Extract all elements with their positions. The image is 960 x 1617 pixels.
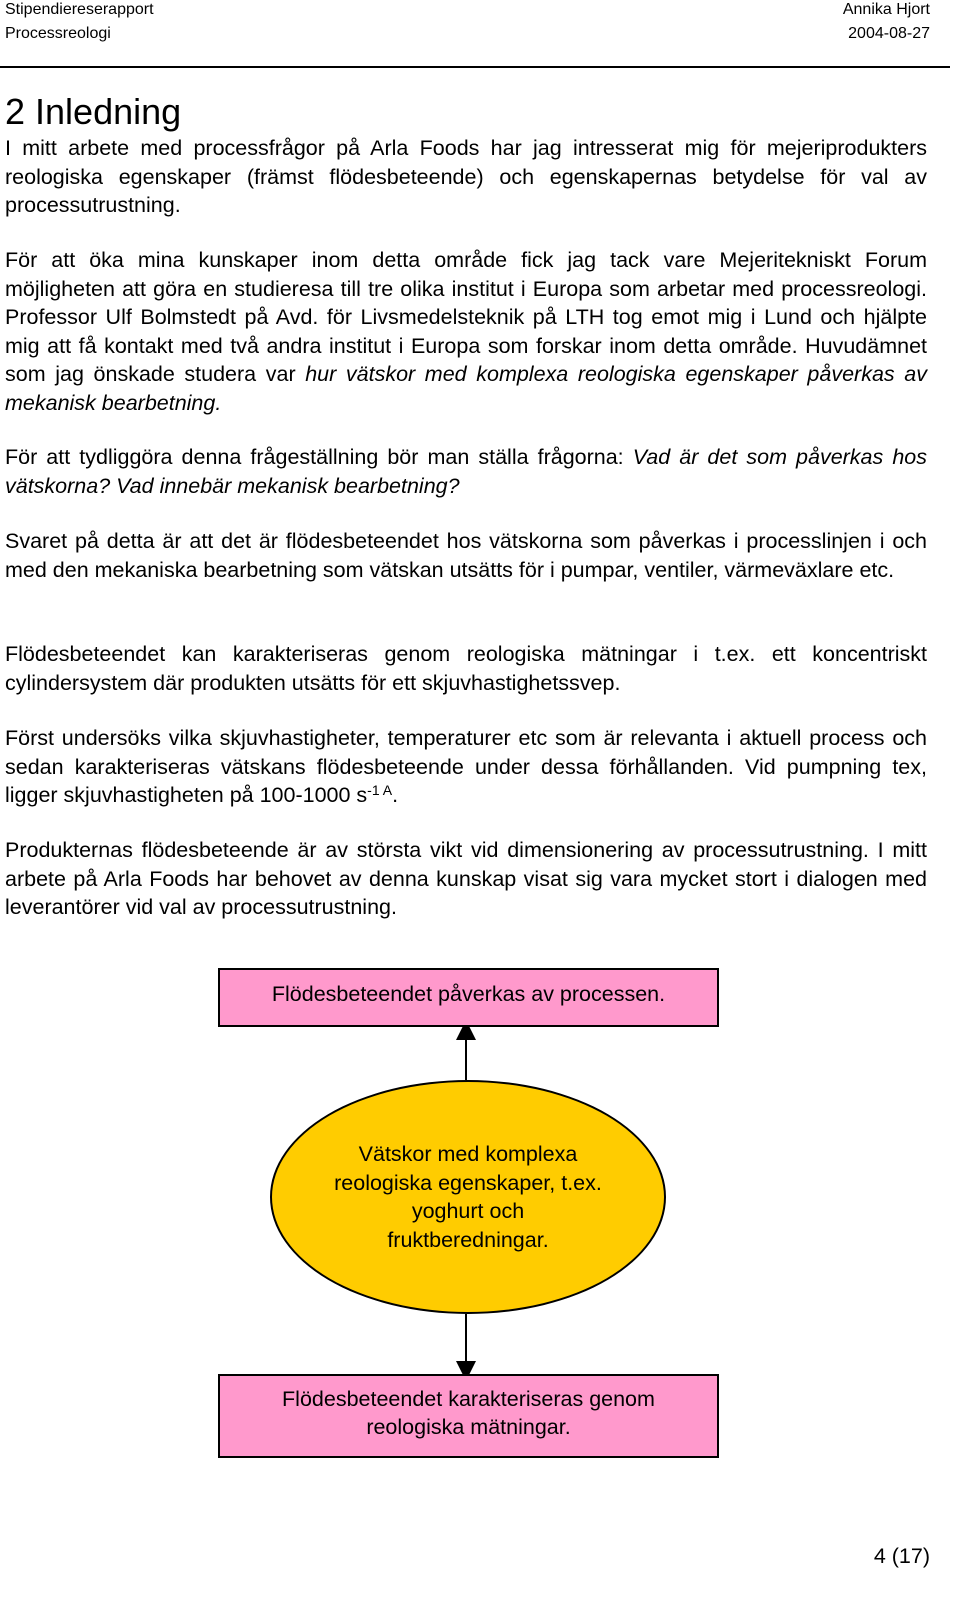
paragraph-answer: Svaret på detta är att det är flödesbeteendet hos vätskorna som påverkas i processlinjen i och med den mekaniska bearbetning som vätskan utsätts för i pumpar, ventiler, värmeväxlare etc. [5, 529, 927, 582]
header-report-type: Stipendiereserapport [5, 1, 154, 18]
paragraph-importance: Produkternas flödesbeteende är av största vikt vid dimensionering av processutrustning. I mitt arbete på Arla Foods har behovet av denna kunskap visat sig vara mycket stort i dialogen med leverantörer vid val av processutrustning. [5, 838, 927, 919]
page-number: 4 (17) [873, 1544, 930, 1568]
diagram-center-ellipse [270, 1080, 666, 1314]
paragraph-emphasis: hur vätskor med komplexa reologiska egenskaper påverkas av mekanisk bearbetning. [5, 362, 927, 415]
paragraph-text: Först undersöks vilka skjuvhastigheter, temperaturer etc som är relevanta i aktuell process och sedan karakteriseras vätskans flödesbeteende under dessa förhållanden. Vid pumpning tex, ligger skjuvhastigheten på 100-1000 s [5, 726, 927, 807]
paragraph-text-end: . [392, 783, 399, 807]
paragraph-characterization: Flödesbeteendet kan karakteriseras genom reologiska mätningar i t.ex. ett koncentriskt cylindersystem där produkten utsätts för ett skjuvhastighetssvep. [5, 642, 927, 695]
diagram-bottom-box-label: Flödesbeteendet karakteriseras genom reologiska mätningar. [282, 1387, 655, 1439]
diagram-bottom-box [218, 1374, 719, 1458]
paragraph-study-trip [5, 246, 927, 417]
section-title: 2 Inledning [5, 91, 182, 132]
header-author: Annika Hjort [842, 1, 930, 18]
paragraph-intro: I mitt arbete med processfrågor på Arla Foods har jag intresserat mig för mejeriprodukters reologiska egenskaper (främst flödesbeteende) och egenskapernas betydelse för val av processutrustning. [5, 136, 927, 217]
diagram-top-box: Flödesbeteendet påverkas av processen. [218, 968, 719, 1027]
superscript-unit: -1 A [367, 782, 393, 798]
paragraph-questions [5, 443, 927, 500]
header-subject: Processreologi [5, 25, 111, 42]
header-date: 2004-08-27 [848, 25, 930, 42]
header-divider [0, 66, 950, 68]
paragraph-emphasis: Vad är det som påverkas hos vätskorna? Vad innebär mekanisk bearbetning? [5, 445, 927, 498]
diagram-ellipse-label: Vätskor med komplexa reologiska egenskaper, t.ex. yoghurt och fruktberedningar. [334, 1142, 602, 1252]
paragraph-text: För att öka mina kunskaper inom detta område fick jag tack vare Mejeritekniskt Forum möjligheten att göra en studieresa till tre olika institut i Europa som arbetar med processreologi. Professor Ulf Bolmstedt på Avd. för Livsmedelsteknik på LTH tog emot mig i Lund och hjälpte mig att få kontakt med två andra institut i Europa som forskar inom detta område. Huvudämnet som jag önskade studera var [5, 248, 927, 386]
paragraph-text: För att tydliggöra denna frågeställning bör man ställa frågorna: [5, 445, 633, 469]
paragraph-shear-rates [5, 724, 927, 810]
